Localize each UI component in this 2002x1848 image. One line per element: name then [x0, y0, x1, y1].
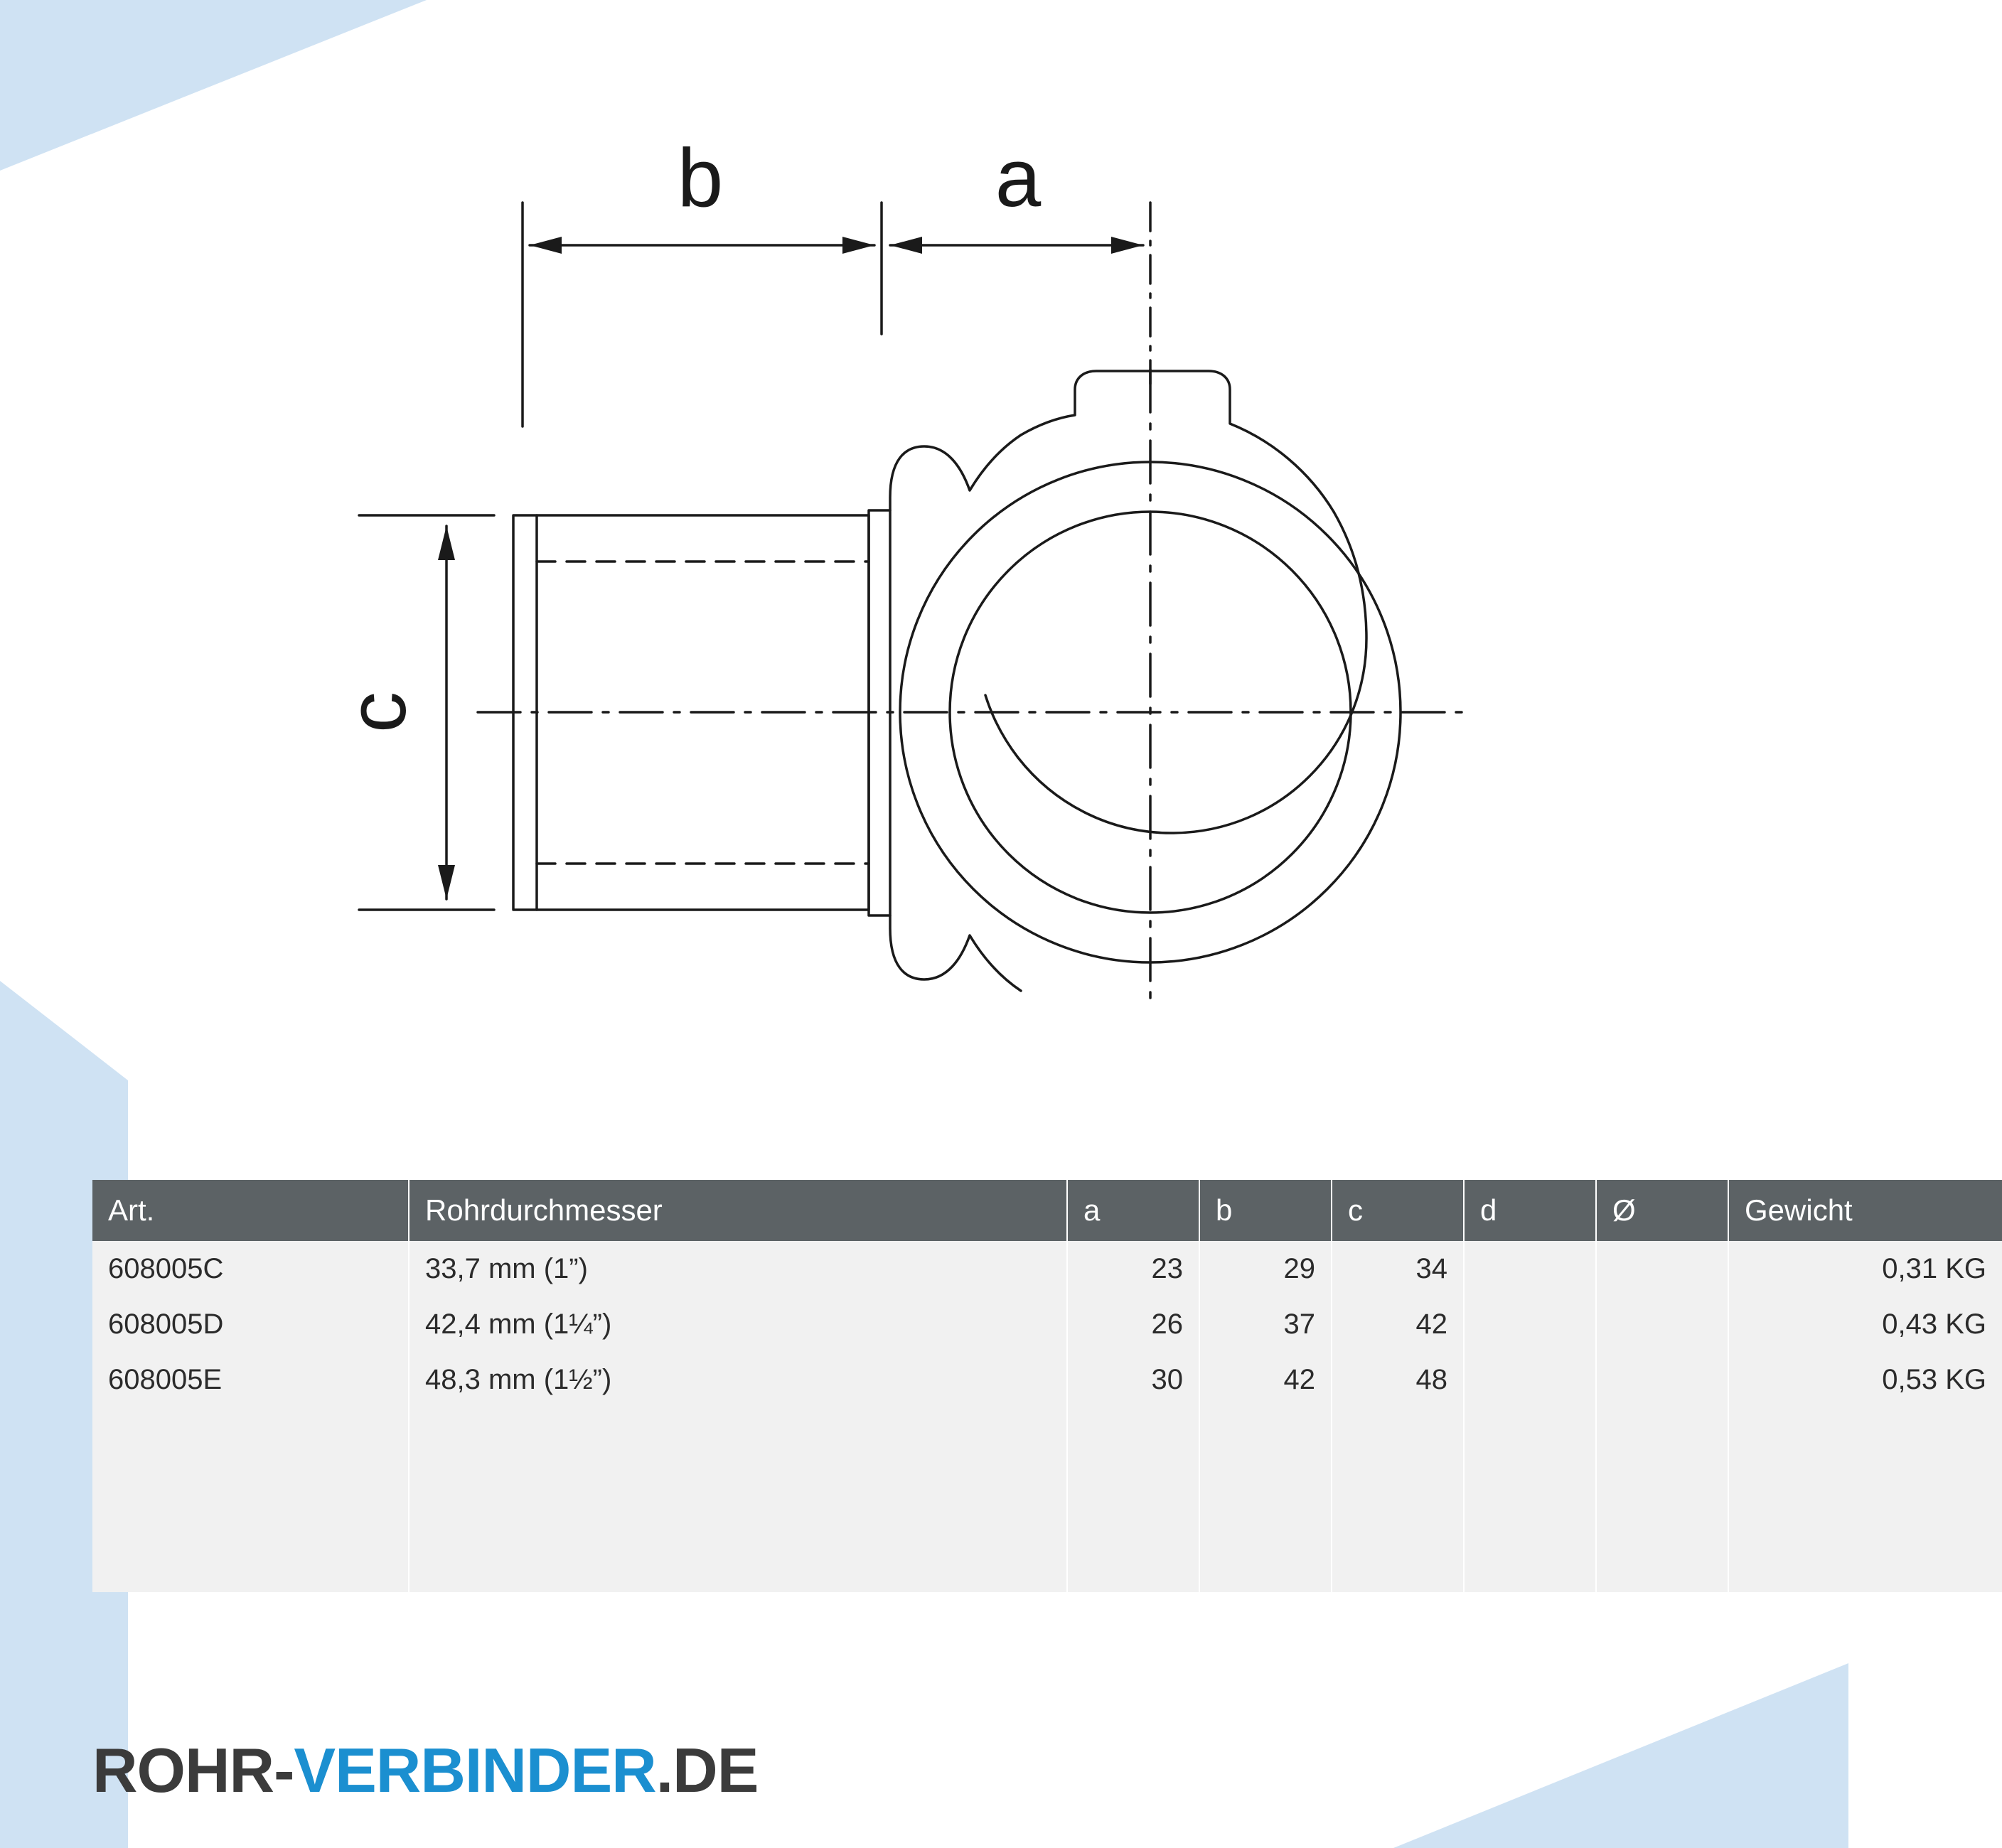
cell-filler — [1067, 1407, 1199, 1592]
label-dim-b: b — [677, 131, 724, 224]
clamp-outer-arc-lower — [985, 695, 1018, 758]
cell-c: 48 — [1332, 1352, 1464, 1407]
logo-part-verbinder: VERBINDER — [294, 1735, 656, 1805]
header-rohrdurchmesser: Rohrdurchmesser — [409, 1180, 1067, 1241]
cell-filler — [1464, 1407, 1596, 1592]
cell-d — [1464, 1296, 1596, 1352]
logo-part-rohr: ROHR- — [92, 1735, 294, 1805]
clamp-upper-left-lobe — [890, 435, 1021, 510]
corner-accent-bottom-right — [1393, 1663, 1848, 1848]
cell-d — [1464, 1241, 1596, 1296]
spec-table — [92, 1180, 2002, 1592]
arrow-a-right — [1111, 237, 1143, 254]
header-diameter-symbol: Ø — [1596, 1180, 1728, 1241]
arrow-b-left — [530, 237, 562, 254]
cell-d — [1464, 1352, 1596, 1407]
cell-b: 29 — [1199, 1241, 1332, 1296]
label-dim-c: c — [331, 692, 423, 733]
table-row-filler — [92, 1407, 2002, 1592]
cell-filler — [1596, 1407, 1728, 1592]
spec-table-body — [92, 1241, 2002, 1592]
logo-part-de: .DE — [655, 1735, 759, 1805]
table-row — [92, 1296, 2002, 1352]
cell-c: 34 — [1332, 1241, 1464, 1296]
cell-weight: 0,31 KG — [1728, 1241, 2002, 1296]
cell-od — [1596, 1352, 1728, 1407]
clamp-top-tab — [1021, 371, 1334, 512]
label-dim-a: a — [995, 131, 1042, 224]
cell-art: 608005D — [92, 1296, 409, 1352]
arrow-a-left — [890, 237, 922, 254]
cell-b: 37 — [1199, 1296, 1332, 1352]
cell-b: 42 — [1199, 1352, 1332, 1407]
header-b: b — [1199, 1180, 1332, 1241]
header-a: a — [1067, 1180, 1199, 1241]
table-row — [92, 1241, 2002, 1296]
header-c: c — [1332, 1180, 1464, 1241]
cell-a: 23 — [1067, 1241, 1199, 1296]
cell-a: 26 — [1067, 1296, 1199, 1352]
arrow-c-top — [438, 526, 455, 560]
clamp-outer-arc-right — [1018, 512, 1366, 833]
header-gewicht: Gewicht — [1728, 1180, 2002, 1241]
header-art: Art. — [92, 1180, 409, 1241]
cell-diameter: 48,3 mm (1½”) — [409, 1352, 1067, 1407]
header-d: d — [1464, 1180, 1596, 1241]
arrow-b-right — [842, 237, 874, 254]
spec-table-container — [92, 1180, 1986, 1592]
table-row — [92, 1352, 2002, 1407]
brand-logo — [92, 1734, 758, 1807]
cell-art: 608005C — [92, 1241, 409, 1296]
cell-weight: 0,43 KG — [1728, 1296, 2002, 1352]
cell-filler — [409, 1407, 1067, 1592]
cell-od — [1596, 1241, 1728, 1296]
cell-diameter: 33,7 mm (1”) — [409, 1241, 1067, 1296]
spec-table-head — [92, 1180, 2002, 1241]
table-header-row — [92, 1180, 2002, 1241]
cell-a: 30 — [1067, 1352, 1199, 1407]
cell-od — [1596, 1296, 1728, 1352]
cell-diameter: 42,4 mm (1¼”) — [409, 1296, 1067, 1352]
cell-filler — [1728, 1407, 2002, 1592]
cell-weight: 0,53 KG — [1728, 1352, 2002, 1407]
cell-filler — [1199, 1407, 1332, 1592]
cell-c: 42 — [1332, 1296, 1464, 1352]
cell-filler — [92, 1407, 409, 1592]
arrow-c-bottom — [438, 865, 455, 899]
cell-art: 608005E — [92, 1352, 409, 1407]
cell-filler — [1332, 1407, 1464, 1592]
clamp-lower-left-lobe — [890, 915, 1021, 991]
